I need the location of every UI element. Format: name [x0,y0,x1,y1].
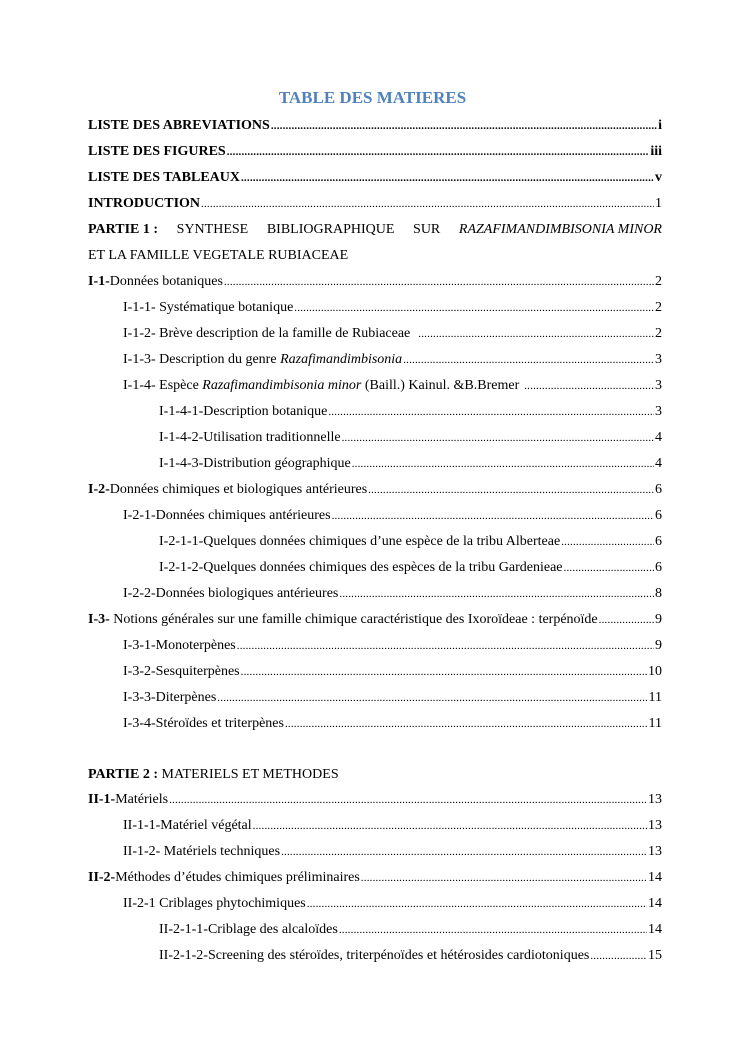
toc-entry-ii-1-2[interactable]: II-1-2- Matériels techniques ..... 13 [123,844,662,864]
toc-entry-i-1-1[interactable]: I-1-1- Systématique botanique ..... 2 [123,300,662,320]
toc-entry-i-1-3[interactable]: I-1-3- Description du genre Razafimandimbisonia ..... 3 [123,352,662,372]
page-title: TABLE DES MATIERES [278,88,467,107]
toc-entry-i-2-2[interactable]: I-2-2-Données biologiques antérieures ..... 8 [123,586,662,606]
toc-entry-i-2-1-2[interactable]: I-2-1-2-Quelques données chimiques des espèces de la tribu Gardenieae ..... 6 [159,560,662,580]
toc-entry-i-1-4-2[interactable]: I-1-4-2-Utilisation traditionnelle ..... 4 [159,430,662,450]
toc-entry-i-3-2[interactable]: I-3-2-Sesquiterpènes ..... 10 [123,664,662,684]
toc-entry-ii-2-1-1[interactable]: II-2-1-1-Criblage des alcaloïdes ..... 14 [159,922,662,942]
toc-entry-i-2-1[interactable]: I-2-1-Données chimiques antérieures ..... 6 [123,508,662,528]
toc-entry-ii-2-1[interactable]: II-2-1 Criblages phytochimiques ..... 14 [123,896,662,916]
toc-entry-i-2-1-1[interactable]: I-2-1-1-Quelques données chimiques d’une espèce de la tribu Alberteae ..... 6 [159,534,662,554]
toc-entry-ii-1-1[interactable]: II-1-1-Matériel végétal ..... 13 [123,818,662,838]
toc-entry-introduction[interactable]: INTRODUCTION ..... 1 [88,196,662,216]
toc-entry-abreviations[interactable]: LISTE DES ABREVIATIONS ..... i [88,118,662,138]
toc-entry-i-3-3[interactable]: I-3-3-Diterpènes ..... 11 [123,690,662,710]
toc-entry-i-1-4-3[interactable]: I-1-4-3-Distribution géographique ..... 4 [159,456,662,476]
toc-entry-i-3-1[interactable]: I-3-1-Monoterpènes ..... 9 [123,638,662,658]
toc-entry-i-1-4[interactable]: I-1-4- Espèce Razafimandimbisonia minor (Baill.) Kainul. &B.Bremer ..... 3 [123,378,662,398]
toc-entry-ii-1[interactable]: II-1-Matériels ..... 13 [88,792,662,812]
toc-entry-i-1[interactable]: I-1-Données botaniques ..... 2 [88,274,662,294]
toc-entry-i-2[interactable]: I-2-Données chimiques et biologiques antérieures ..... 6 [88,482,662,502]
toc-entry-i-1-2[interactable]: I-1-2- Brève description de la famille de Rubiaceae ..... 2 [123,326,662,346]
toc-entry-ii-2-1-2[interactable]: II-2-1-2-Screening des stéroïdes, triterpénoïdes et hétérosides cardiotoniques ..... 15 [159,948,662,968]
toc-entry-figures[interactable]: LISTE DES FIGURES ..... iii [88,144,662,164]
toc-partie-2-heading[interactable]: PARTIE 2 : MATERIELS ET METHODES [88,767,339,782]
toc-entry-i-3-4[interactable]: I-3-4-Stéroïdes et triterpènes ..... 11 [123,716,662,736]
toc-entry-ii-2[interactable]: II-2-Méthodes d’études chimiques préliminaires ..... 14 [88,870,662,890]
toc-entry-i-3[interactable]: I-3- Notions générales sur une famille chimique caractéristique des Ixoroïdeae : terpénoïde ..... 9 [88,612,662,632]
toc-entry-tableaux[interactable]: LISTE DES TABLEAUX ..... v [88,170,662,190]
toc-partie-1-heading[interactable]: PARTIE 1 : SYNTHESE BIBLIOGRAPHIQUE SUR RAZAFIMANDIMBISONIA MINOR [88,222,662,237]
toc-partie-1-heading-line2: ET LA FAMILLE VEGETALE RUBIACEAE [88,248,349,263]
toc-entry-i-1-4-1[interactable]: I-1-4-1-Description botanique ..... 3 [159,404,662,424]
